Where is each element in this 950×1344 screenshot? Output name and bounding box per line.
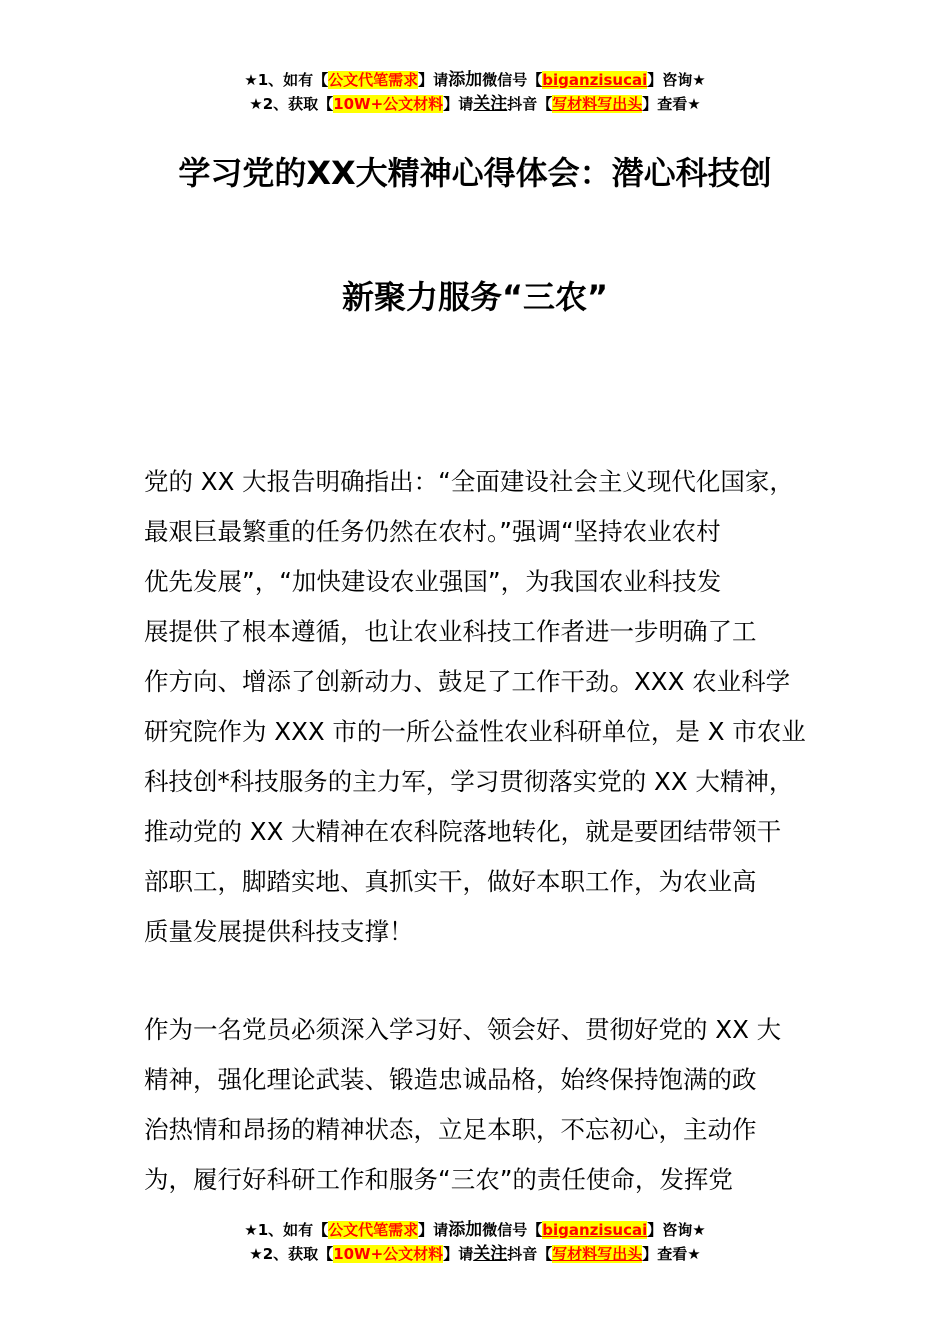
text-line: 作为一名党员必须深入学习好、领会好、贯彻好党的 XX 大 — [144, 1015, 782, 1044]
banner-text: 微信号【 — [482, 1221, 543, 1239]
document-title-line-2: 新聚力服务“三农” — [341, 278, 609, 316]
emphasis-text: 关注 — [473, 1244, 508, 1264]
banner-text: 微信号【 — [482, 71, 543, 89]
banner-text: 】请 — [443, 95, 474, 113]
text-line: 治热情和昂扬的精神状态，立足本职，不忘初心，主动作 — [144, 1115, 757, 1144]
banner-text: 】查看★ — [642, 95, 701, 113]
emphasis-text: 关注 — [473, 94, 508, 114]
text-line: 精神，强化理论武装、锻造忠诚品格，始终保持饱满的政 — [144, 1065, 757, 1094]
banner-line-2 — [0, 92, 950, 116]
text-line: 作方向、增添了创新动力、鼓足了工作干劲。XXX 农业科学 — [144, 667, 791, 696]
banner-line-2 — [0, 1242, 950, 1266]
banner-text: 】请 — [418, 1221, 449, 1239]
banner-text: ★1、如有【 — [244, 1221, 329, 1239]
banner-text: 】咨询★ — [647, 71, 706, 89]
text-line: 部职工，脚踏实地、真抓实干，做好本职工作，为农业高 — [144, 867, 757, 896]
highlight-materials: 10W+公文材料 — [333, 1245, 444, 1263]
text-line: 研究院作为 XXX 市的一所公益性农业科研单位，是 X 市农业 — [144, 717, 806, 746]
wechat-id-link[interactable]: biganzisucai — [542, 71, 648, 89]
text-line: 党的 XX 大报告明确指出：“全面建设社会主义现代化国家， — [144, 467, 794, 496]
banner-text: 】请 — [443, 1245, 474, 1263]
banner-text: ★2、获取【 — [249, 95, 334, 113]
text-line: 质量发展提供科技支撑！ — [144, 917, 414, 946]
wechat-id-link[interactable]: biganzisucai — [542, 1221, 648, 1239]
text-line: 展提供了根本遵循，也让农业科技工作者进一步明确了工 — [144, 617, 757, 646]
douyin-account-link[interactable]: 写材料写出头 — [552, 1245, 643, 1263]
text-line: 科技创*科技服务的主力军，学习贯彻落实党的 XX 大精神， — [144, 767, 794, 796]
banner-text: 】请 — [418, 71, 449, 89]
text-line: 最艰巨最繁重的任务仍然在农村。”强调“坚持农业农村 — [144, 517, 721, 546]
emphasis-text: 添加 — [448, 1220, 483, 1240]
banner-text: 】查看★ — [642, 1245, 701, 1263]
banner-text: 抖音【 — [507, 95, 553, 113]
text-line: 为，履行好科研工作和服务“三农”的责任使命，发挥党 — [144, 1165, 733, 1194]
document-title-line-1: 学习党的XX大精神心得体会：潜心科技创 — [178, 154, 772, 192]
banner-text: ★1、如有【 — [244, 71, 329, 89]
body-paragraph-2 — [144, 1005, 824, 1205]
banner-text: 抖音【 — [507, 1245, 553, 1263]
header-banner — [0, 68, 950, 116]
footer-banner — [0, 1218, 950, 1266]
douyin-account-link[interactable]: 写材料写出头 — [552, 95, 643, 113]
body-paragraph-1 — [144, 457, 824, 957]
emphasis-text: 添加 — [448, 70, 483, 90]
highlight-service: 公文代笔需求 — [328, 1221, 419, 1239]
highlight-materials: 10W+公文材料 — [333, 95, 444, 113]
banner-text: 】咨询★ — [647, 1221, 706, 1239]
banner-text: ★2、获取【 — [249, 1245, 334, 1263]
text-line: 优先发展”，“加快建设农业强国”，为我国农业科技发 — [144, 567, 722, 596]
highlight-service: 公文代笔需求 — [328, 71, 419, 89]
banner-line-1 — [0, 68, 950, 92]
banner-line-1 — [0, 1218, 950, 1242]
text-line: 推动党的 XX 大精神在农科院落地转化，就是要团结带领干 — [144, 817, 782, 846]
